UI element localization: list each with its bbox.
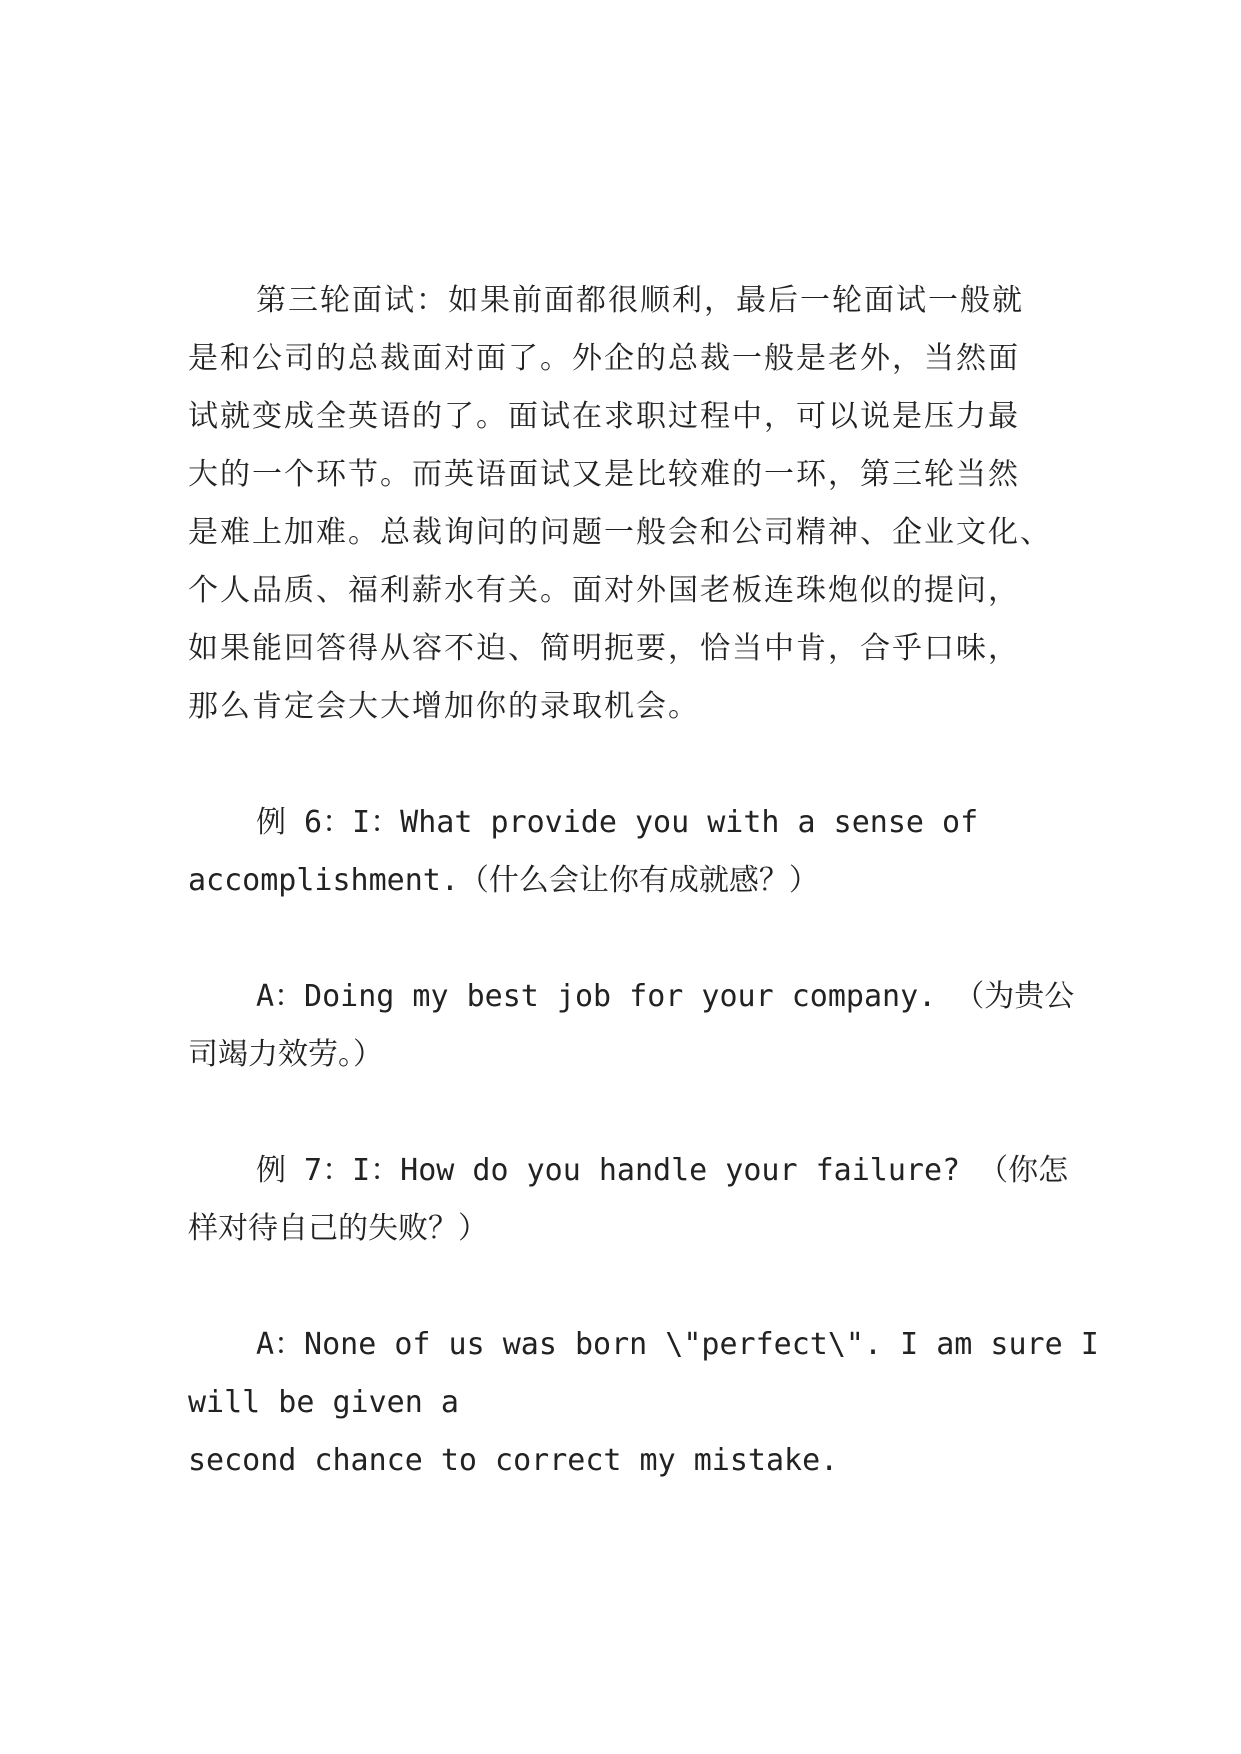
text-line: 是和公司的总裁面对面了。外企的总裁一般是老外，当然面 [188, 341, 1020, 376]
paragraph-example-7-answer [188, 1316, 1099, 1490]
text-line: 试就变成全英语的了。面试在求职过程中，可以说是压力最 [188, 399, 1020, 434]
text-line: 如果能回答得从容不迫、简明扼要，恰当中肯，合乎口味， [188, 631, 1020, 666]
text-line: will be given a [188, 1385, 459, 1420]
text-line: 样对待自己的失败？） [188, 1211, 488, 1246]
text-line: 第三轮面试：如果前面都很顺利，最后一轮面试一般就 [256, 283, 1024, 318]
text-line: 司竭力效劳。） [188, 1037, 383, 1072]
text-line: 例 7：I：How do you handle your failure? （你怎 [256, 1153, 1069, 1188]
text-line: 那么肯定会大大增加你的录取机会。 [188, 689, 700, 724]
text-line: 例 6：I：What provide you with a sense of [256, 805, 979, 840]
text-line: 是难上加难。总裁询问的问题一般会和公司精神、企业文化、 [188, 515, 1052, 550]
text-line: accomplishment.（什么会让你有成就感？） [188, 863, 819, 898]
paragraph-third-round-interview [188, 272, 1064, 736]
paragraph-example-6-question [188, 794, 1064, 910]
text-line: second chance to correct my mistake. [188, 1443, 839, 1478]
paragraph-example-6-answer [188, 968, 1075, 1084]
text-line: A：Doing my best job for your company. （为贵公 [256, 979, 1075, 1014]
text-line: 个人品质、福利薪水有关。面对外国老板连珠炮似的提问， [188, 573, 1020, 608]
text-line: 大的一个环节。而英语面试又是比较难的一环，第三轮当然 [188, 457, 1020, 492]
paragraph-example-7-question [188, 1142, 1069, 1258]
document-body [188, 272, 1099, 1490]
text-line: A：None of us was born \"perfect\". I am sure I [256, 1327, 1099, 1362]
